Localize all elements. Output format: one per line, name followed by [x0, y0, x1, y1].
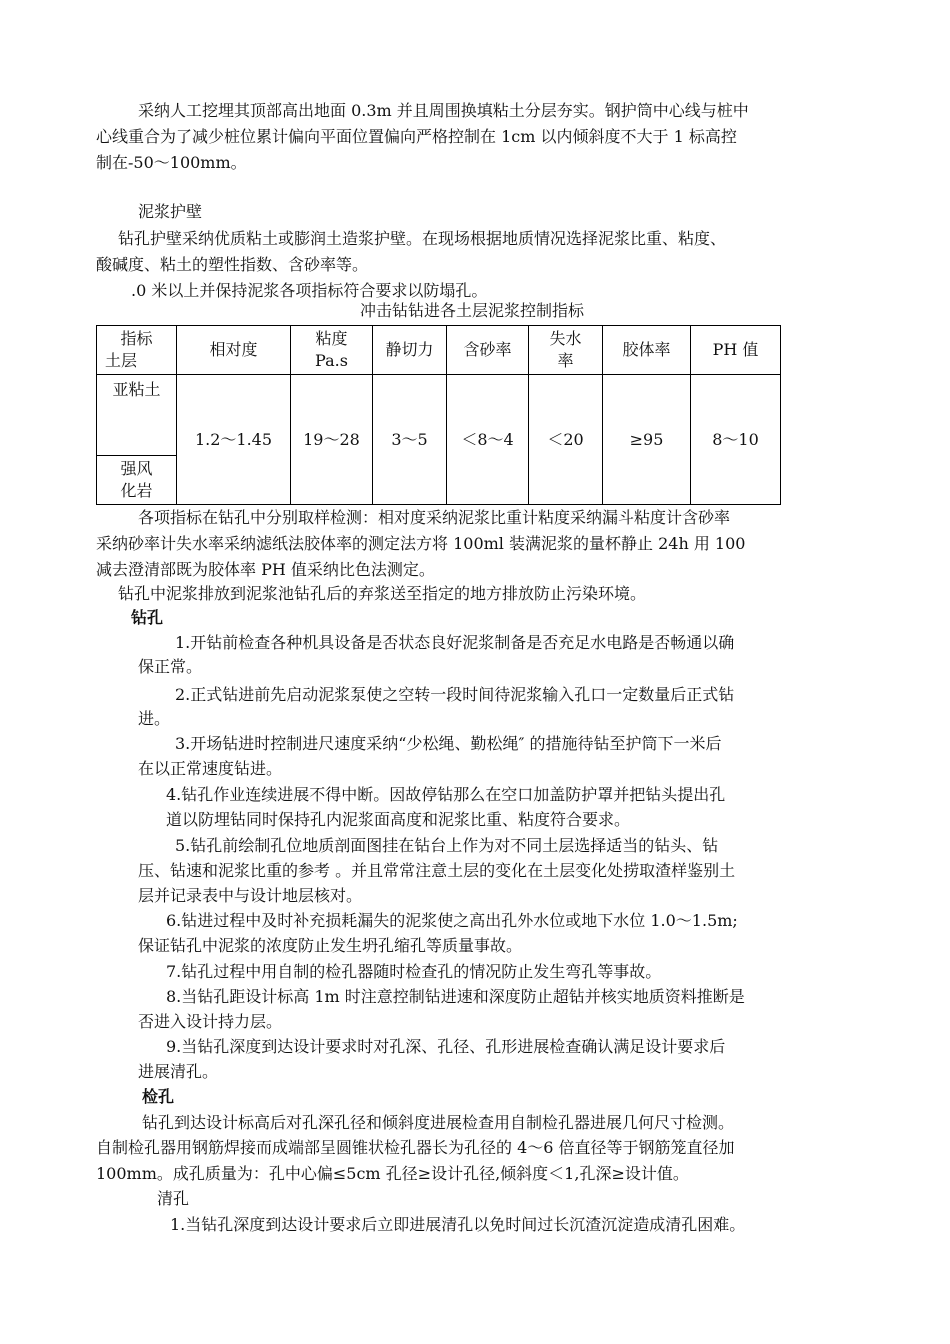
drill-item-5-line-2: 压、钻速和泥浆比重的参考 。并且常常注意土层的变化在土层变化处捞取渣样鉴别土: [138, 861, 736, 880]
header-static-shear: 静切力: [373, 326, 447, 375]
header-water-loss: 失水 率: [529, 326, 603, 375]
drill-item-8-line-2: 否进入设计持力层。: [138, 1012, 283, 1031]
para3-line-2: 采纳砂率计失水率采纳滤纸法胶体率的测定法方将 100ml 装满泥浆的量杯静止 24h 用 100: [96, 534, 746, 553]
heading-inspection: 检孔: [142, 1087, 175, 1106]
drill-item-2-line-1: 2.正式钻进前先启动泥浆泵使之空转一段时间待泥浆输入孔口一定数量后正式钻: [175, 685, 735, 704]
para5-line-1: 1.当钻孔深度到达设计要求后立即进展清孔以免时间过长沉渣沉淀造成清孔困难。: [170, 1215, 746, 1234]
para3-line-1: 各项指标在钻孔中分别取样检测：相对度采纳泥浆比重计粘度采纳漏斗粘度计含砂率: [138, 508, 731, 527]
table-row: [97, 375, 781, 456]
heading-cleaning: 清孔: [157, 1189, 190, 1208]
value-relative-density: 1.2～1.45: [177, 375, 291, 505]
value-ph: 8～10: [691, 375, 781, 505]
corner-soil-label: 土层: [105, 351, 138, 370]
drill-item-3-line-1: 3.开场钻进时控制进尺速度采纳“少松绳、勤松绳″ 的措施待钻至护筒下一米后: [175, 734, 722, 753]
header-relative-density: 相对度: [177, 326, 291, 375]
drill-item-2-line-2: 进。: [138, 709, 171, 728]
heading-drilling: 钻孔: [131, 608, 164, 627]
drill-item-5-line-3: 层并记录表中与设计地层核对。: [138, 886, 363, 905]
header-sand-content: 含砂率: [447, 326, 529, 375]
para3-line-4: 钻孔中泥浆排放到泥浆池钻孔后的弃浆送至指定的地方排放防止污染环境。: [118, 584, 647, 603]
header-viscosity: 粘度 Pa.s: [291, 326, 373, 375]
drill-item-6-line-1: 6.钻进过程中及时补充损耗漏失的泥浆使之高出孔外水位或地下水位 1.0～1.5m;: [166, 911, 738, 930]
drill-item-5-line-1: 5.钻孔前绘制孔位地质剖面图挂在钻台上作为对不同土层选择适当的钻头、钻: [175, 836, 719, 855]
value-colloid-rate: ≥95: [603, 375, 691, 505]
para1-line-3: 制在-50～100mm。: [96, 153, 247, 172]
para4-line-1: 钻孔到达设计标高后对孔深孔径和倾斜度进展检查用自制检孔器进展几何尺寸检测。: [142, 1113, 735, 1132]
value-water-loss: ＜20: [529, 375, 603, 505]
drill-item-3-line-2: 在以正常速度钻进。: [138, 759, 283, 778]
soil-cell-clay: 亚粘土: [97, 375, 177, 456]
drill-item-7-line-1: 7.钻孔过程中用自制的检孔器随时检查孔的情况防止发生弯孔等事故。: [166, 962, 662, 981]
header-ph: PH 值: [691, 326, 781, 375]
corner-indicator-label: 指标: [120, 329, 153, 348]
drill-item-9-line-2: 进展清孔。: [138, 1062, 219, 1081]
header-colloid-rate: 胶体率: [603, 326, 691, 375]
soil-cell-weathered-rock: 强风 化岩: [97, 456, 177, 505]
para2-line-2: 酸碱度、粘土的塑性指数、含砂率等。: [96, 255, 369, 274]
table-header-row: [97, 326, 781, 375]
value-static-shear: 3～5: [373, 375, 447, 505]
para2-line-1: 钻孔护壁采纳优质粘土或膨润土造浆护壁。在现场根据地质情况选择泥浆比重、粘度、: [118, 229, 727, 248]
para1-line-1: 采纳人工挖埋其顶部高出地面 0.3m 并且周围换填粘土分层夯实。钢护筒中心线与桩中: [138, 101, 749, 120]
table-corner-cell: [97, 326, 177, 375]
heading-mud-wall: 泥浆护壁: [138, 202, 203, 221]
drill-item-8-line-1: 8.当钻孔距设计标高 1m 时注意控制钻进速和深度防止超钻并核实地质资料推断是: [166, 987, 745, 1006]
drill-item-6-line-2: 保证钻孔中泥浆的浓度防止发生坍孔缩孔等质量事故。: [138, 936, 523, 955]
value-viscosity: 19～28: [291, 375, 373, 505]
drill-item-1-line-2: 保正常。: [138, 657, 203, 676]
para2-line-3: .0 米以上并保持泥浆各项指标符合要求以防塌孔。: [131, 281, 488, 300]
table-caption: 冲击钻钻进各土层泥浆控制指标: [360, 301, 585, 320]
drill-item-9-line-1: 9.当钻孔深度到达设计要求时对孔深、孔径、孔形进展检查确认满足设计要求后: [166, 1037, 726, 1056]
drill-item-1-line-1: 1.开钻前检查各种机具设备是否状态良好泥浆制备是否充足水电路是否畅通以确: [175, 633, 735, 652]
drill-item-4-line-1: 4.钻孔作业连续进展不得中断。因故停钻那么在空口加盖防护罩并把钻头提出孔: [166, 785, 726, 804]
mud-control-table: [96, 325, 781, 505]
drill-item-4-line-2: 道以防埋钻同时保持孔内泥浆面高度和泥浆比重、粘度符合要求。: [166, 810, 631, 829]
para1-line-2: 心线重合为了减少桩位累计偏向平面位置偏向严格控制在 1cm 以内倾斜度不大于 1 标高控: [96, 127, 737, 146]
para3-line-3: 减去澄清部既为胶体率 PH 值采纳比色法测定。: [96, 560, 435, 579]
para4-line-2: 自制检孔器用钢筋焊接而成端部呈圆锥状检孔器长为孔径的 4～6 倍直径等于钢筋笼直径加: [96, 1138, 735, 1157]
value-sand-content: ＜8～4: [447, 375, 529, 505]
para4-line-3: 100mm。成孔质量为：孔中心偏≤5cm 孔径≥设计孔径,倾斜度＜1,孔深≥设计值。: [96, 1164, 689, 1183]
